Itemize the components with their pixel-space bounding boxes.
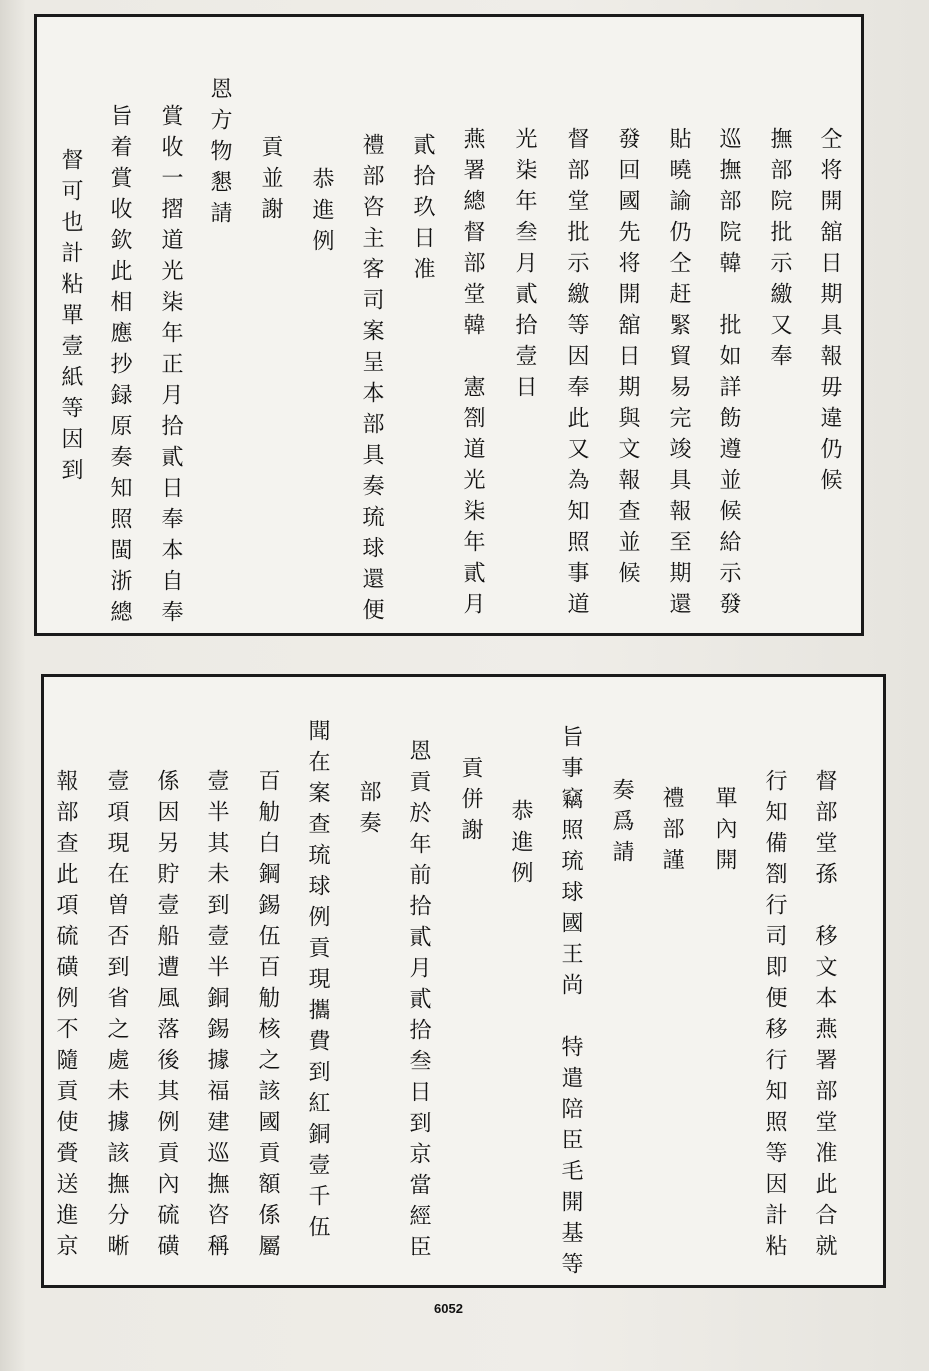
- text-column: 部奏: [356, 749, 381, 842]
- text-column: 旨着賞收欽此相應抄録原奏知照閩浙總: [107, 104, 132, 631]
- text-column: 發回國先将開舘日期與文報查並候: [615, 127, 640, 592]
- text-column: 仝将開舘日期具報毋違仍候: [817, 127, 842, 499]
- document-panel-top: [34, 14, 864, 636]
- text-column: 百觔白鋼錫伍百觔核之該國貢額係屬: [255, 769, 280, 1265]
- text-column: 壹半其未到壹半銅錫據福建巡撫咨稱: [204, 769, 229, 1265]
- text-column: 禮部謹: [659, 755, 684, 879]
- text-column: 撫部院批示繳又奉: [767, 127, 792, 375]
- text-column: 燕署總督部堂韓 憲劄道光柒年貳月: [460, 127, 485, 623]
- text-column: 督部堂批示繳等因奉此又為知照事道: [564, 127, 589, 623]
- text-column: 聞在案查琉球例貢現攜費到紅銅壹千伍: [305, 719, 330, 1246]
- text-column: 貢併謝: [458, 725, 483, 849]
- text-column: 係因另貯壹船遭風落後其例貢內硫磺: [154, 769, 179, 1265]
- text-column: 督部堂孫 移文本燕署部堂准此合就: [812, 769, 837, 1265]
- text-column: 恩方物懇請: [207, 77, 232, 232]
- text-column: 旨事竊照琉球國王尚 特遣陪臣毛開基等: [558, 725, 583, 1283]
- text-column: 巡撫部院韓 批如詳飭遵並候給示發: [716, 127, 741, 623]
- text-column: 賞收一摺道光柒年正月拾貳日奉本自奉: [158, 104, 183, 631]
- text-column: 恭進例: [309, 105, 334, 260]
- text-column: 督可也計粘單壹紙等因到: [58, 117, 83, 489]
- text-column: 貢並謝: [258, 73, 283, 228]
- text-column: 恭進例: [508, 737, 533, 892]
- text-column: 光柒年叁月貳拾壹日: [512, 127, 537, 406]
- text-column: 行知備劄行司即便移行知照等因計粘: [762, 769, 787, 1265]
- page-number: 6052: [434, 1301, 463, 1316]
- text-column: 貼曉諭仍仝赶緊貿易完竣具報至期還: [666, 127, 691, 623]
- text-column: 貳拾玖日准: [410, 133, 435, 288]
- document-panel-bottom: [41, 674, 886, 1288]
- text-column: 奏爲請: [609, 747, 634, 871]
- text-column: 單內開: [712, 755, 737, 879]
- text-column: 報部查此項硫磺例不隨貢使賫送進京: [53, 769, 78, 1265]
- text-column: 壹項現在曽否到省之處未據該撫分晰: [104, 769, 129, 1265]
- text-column: 禮部咨主客司案呈本部具奏琉球還便: [359, 133, 384, 629]
- text-column: 恩貢於年前拾貳月貳拾叁日到京當經臣: [406, 739, 431, 1266]
